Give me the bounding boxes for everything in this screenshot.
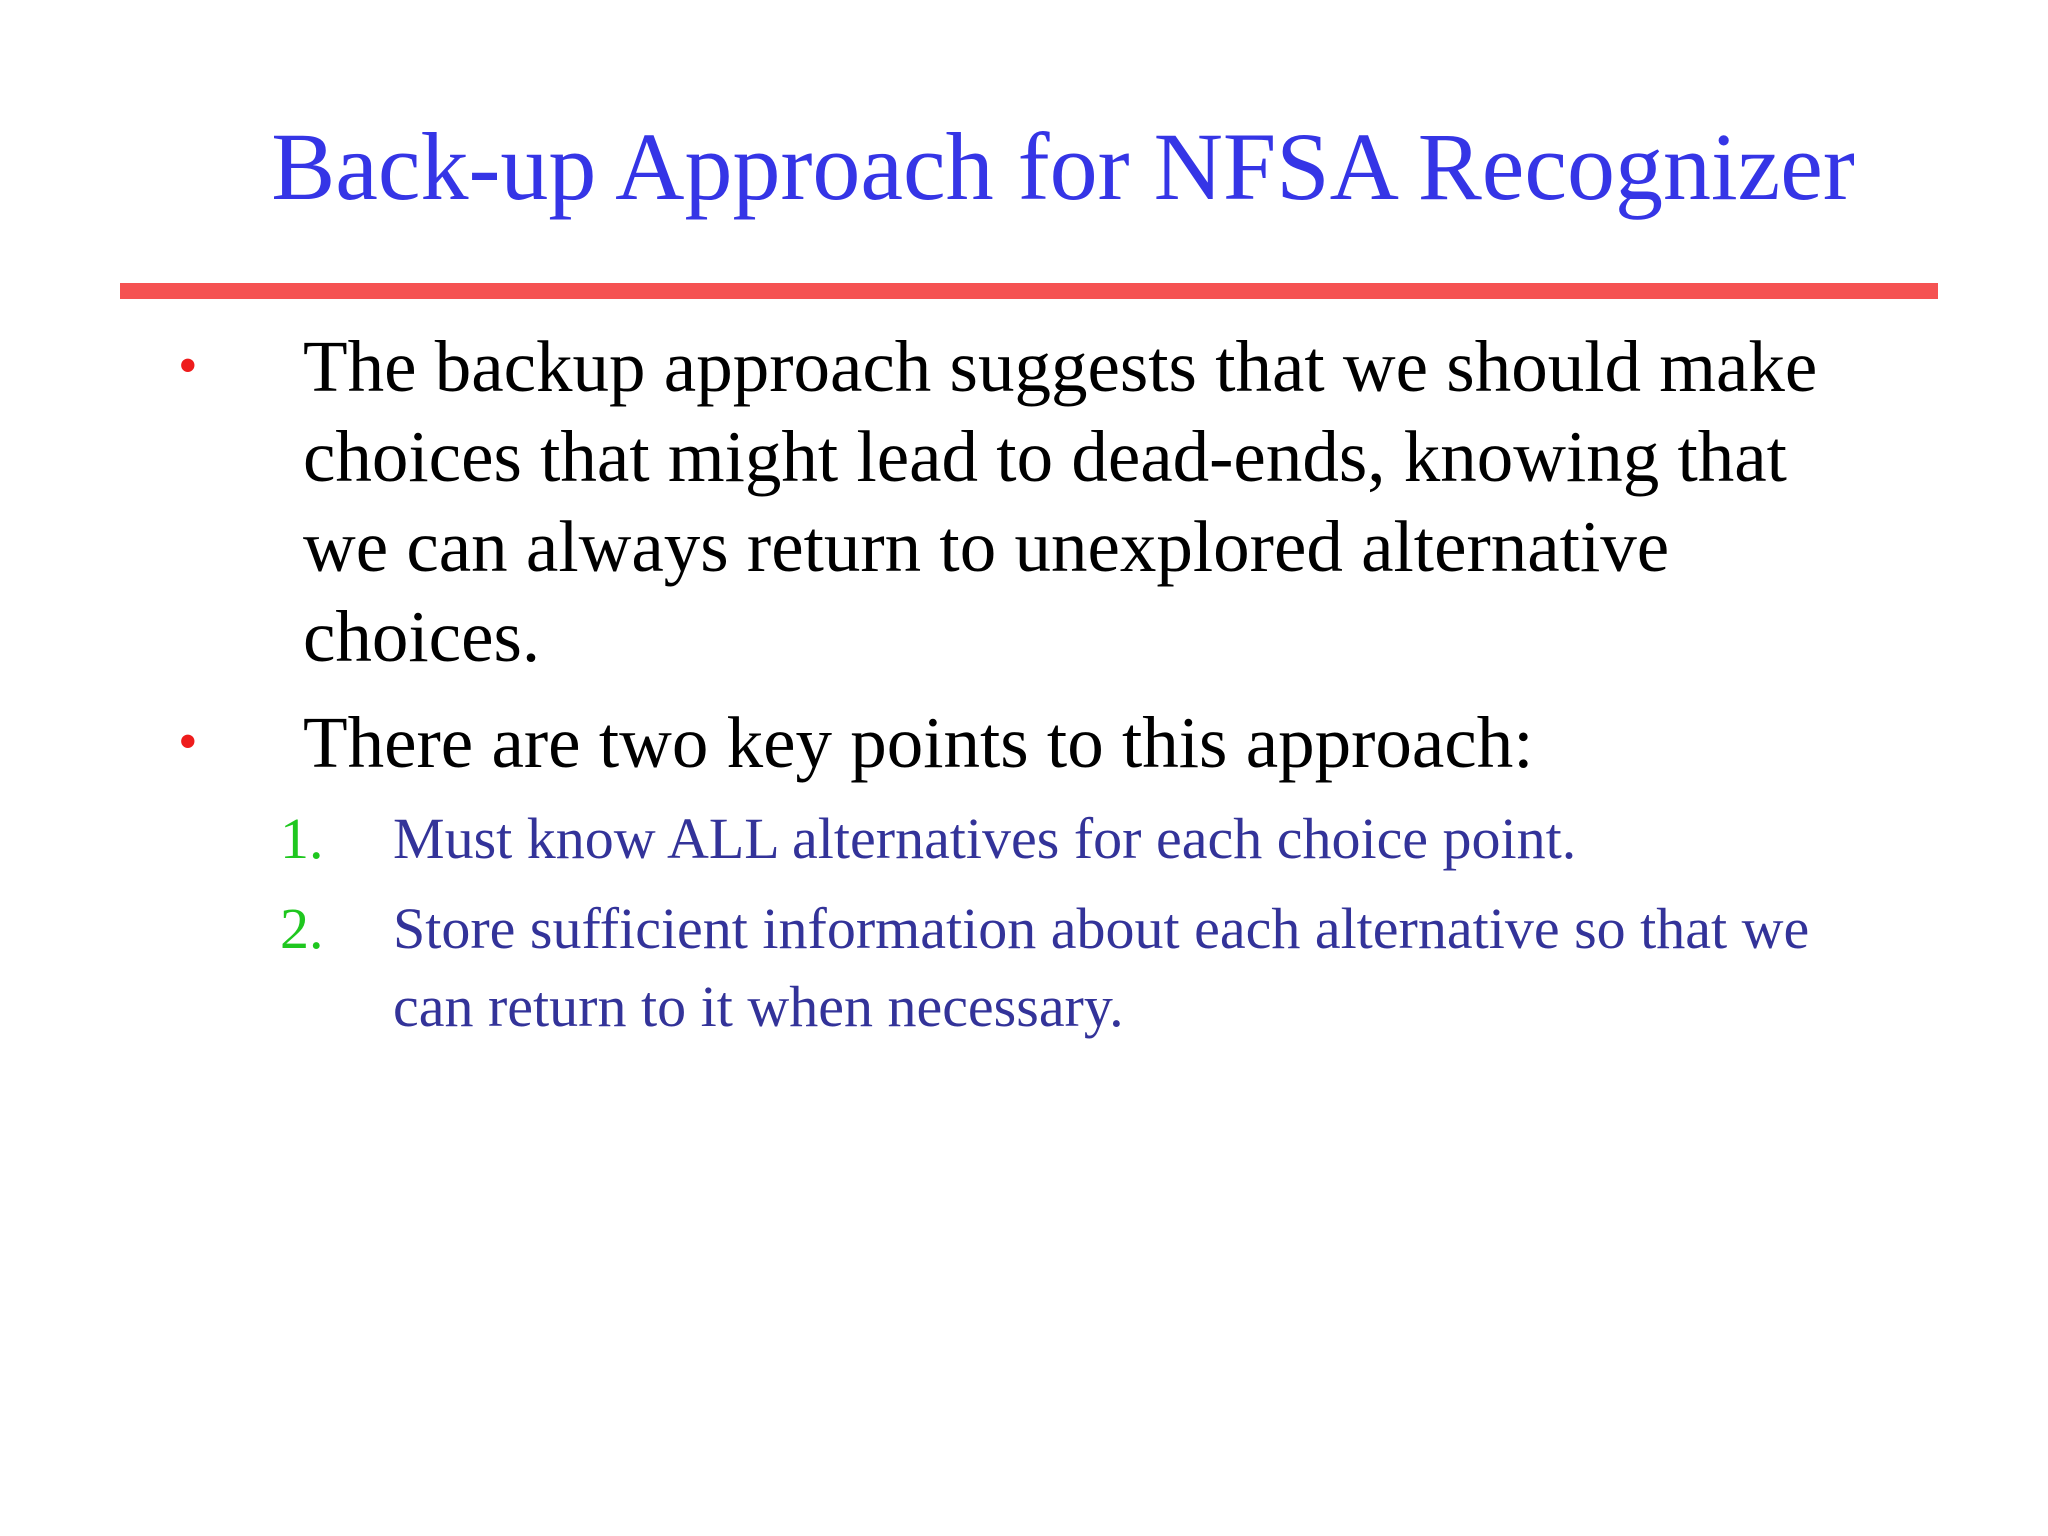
bullet-text: There are two key points to this approach: <box>303 702 1534 783</box>
bullet-marker: • <box>178 711 198 773</box>
item-number: 1. <box>280 806 324 871</box>
item-text: Store sufficient information about each alternative so that we can return to it when necessary. <box>393 896 1810 1039</box>
bullet-marker: • <box>178 335 198 397</box>
bullet-text: The backup approach suggests that we should make choices that might lead to dead-ends, knowing that we can always return to unexplored alternative choices. <box>303 326 1818 677</box>
title-divider <box>120 283 1938 299</box>
slide-title: Back-up Approach for NFSA Recognizer <box>271 113 1855 220</box>
item-number: 2. <box>280 896 324 961</box>
item-text: Must know ALL alternatives for each choice point. <box>393 806 1577 871</box>
